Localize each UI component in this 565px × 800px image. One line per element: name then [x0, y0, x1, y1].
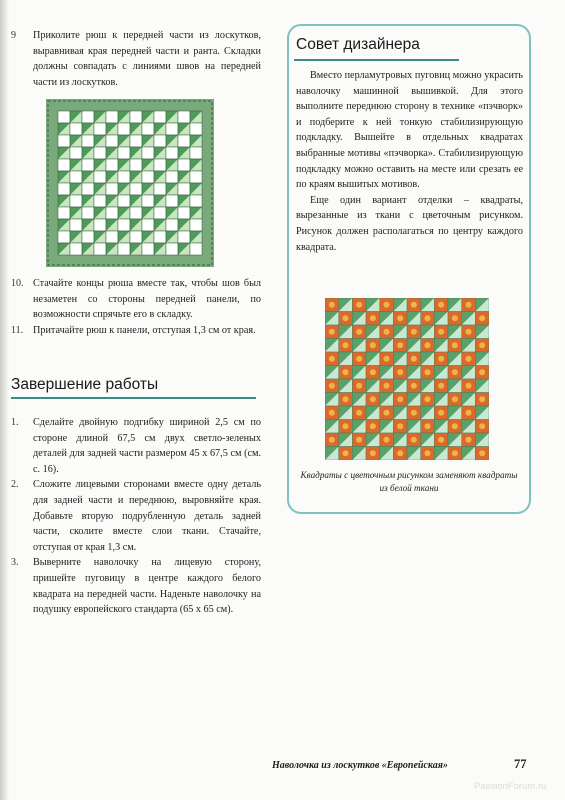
page-spine-shadow	[0, 0, 9, 800]
tip-paragraph-2: Еще один вариант отделки – квадраты, вырезанные из ткани с цветочным рисунком. Рисунок должен располагаться по центру каждого квадрата.	[296, 194, 523, 253]
white-square	[178, 111, 190, 123]
white-square	[94, 147, 106, 159]
flower-motif	[452, 396, 458, 402]
flower-motif	[465, 383, 471, 389]
step-number: 3.	[11, 557, 19, 569]
flower-motif	[370, 450, 376, 456]
flower-motif	[356, 437, 362, 443]
flower-motif	[465, 356, 471, 362]
tip-title-underline	[294, 59, 459, 61]
flower-motif	[411, 383, 417, 389]
white-square	[130, 111, 142, 123]
white-square	[58, 183, 70, 195]
white-square	[82, 135, 94, 147]
flower-motif	[329, 356, 335, 362]
white-square	[190, 147, 202, 159]
flower-motif	[465, 329, 471, 335]
flower-motif	[452, 315, 458, 321]
step-text: Сложите лицевыми сторонами вместе одну деталь для задней части и переднюю, выровняйте края. Добавьте вторую подрубленную деталь задней части, сколите вместе слои ткани. Стачайте, отступая от края 1,3 см.	[33, 479, 261, 553]
white-square	[82, 231, 94, 243]
white-square	[154, 207, 166, 219]
white-square	[106, 207, 118, 219]
step-number: 10.	[11, 278, 24, 289]
white-square	[142, 243, 154, 255]
designer-tip-box	[287, 24, 531, 514]
white-square	[118, 147, 130, 159]
flower-motif	[452, 369, 458, 375]
white-square	[94, 171, 106, 183]
white-square	[166, 195, 178, 207]
finishing-steps	[11, 415, 261, 618]
flower-motif	[424, 423, 430, 429]
white-square	[166, 123, 178, 135]
flower-motif	[342, 423, 348, 429]
white-square	[166, 219, 178, 231]
white-square	[142, 123, 154, 135]
flower-motif	[383, 302, 389, 308]
white-square	[130, 231, 142, 243]
tip-title: Совет дизайнера	[296, 36, 420, 53]
white-square	[178, 231, 190, 243]
white-square	[70, 219, 82, 231]
flower-motif	[342, 369, 348, 375]
flower-motif	[329, 410, 335, 416]
flower-motif	[383, 437, 389, 443]
step-text: Приколите рюш к передней части из лоскутков, выравнивая края передней части и ранта. Складки должны совпадать с линиями швов на передней части из лоскутков.	[33, 30, 261, 88]
flower-motif	[424, 315, 430, 321]
white-square	[190, 123, 202, 135]
white-square	[166, 171, 178, 183]
step-text: Сделайте двойную подгибку шириной 2,5 см по стороне длиной 67,5 см двух светло-зеленых деталей для задней части размером 45 х 67,5 см (см. с. 16).	[33, 417, 261, 475]
flower-motif	[383, 410, 389, 416]
flower-motif	[411, 329, 417, 335]
step-9	[11, 28, 261, 90]
white-square	[142, 147, 154, 159]
white-square	[130, 207, 142, 219]
white-square	[166, 147, 178, 159]
white-square	[142, 195, 154, 207]
flower-motif	[383, 383, 389, 389]
flower-motif	[397, 315, 403, 321]
flower-motif	[424, 342, 430, 348]
white-square	[70, 123, 82, 135]
white-square	[118, 123, 130, 135]
white-square	[106, 135, 118, 147]
flower-motif	[452, 342, 458, 348]
section-title: Завершение работы	[11, 376, 159, 393]
white-square	[178, 135, 190, 147]
white-square	[190, 195, 202, 207]
flower-motif	[383, 329, 389, 335]
white-square	[70, 147, 82, 159]
figure-caption: Квадраты с цветочным рисунком заменяют квадраты из белой ткани	[300, 470, 518, 493]
section-underline	[11, 397, 256, 399]
white-square	[70, 171, 82, 183]
finishing-step-3	[11, 555, 261, 617]
white-square	[58, 207, 70, 219]
tip-paragraph-1: Вместо перламутровых пуговиц можно украсить наволочку машинной вышивкой. Для этого выполните переднюю сторону в технике «пэчворк» и подберите к ней тонкую стабилизирующую подкладку. Вышейте в отдельных квадратах выбранные мотивы «пэчворка». Стабилизирующую подкладку можно оставить на месте или срезать ее по краям вышитых мотивов.	[296, 70, 523, 191]
flower-motif	[397, 450, 403, 456]
white-square	[154, 159, 166, 171]
flower-motif	[397, 423, 403, 429]
flower-motif	[370, 342, 376, 348]
white-square	[82, 183, 94, 195]
white-square	[166, 243, 178, 255]
white-square	[142, 219, 154, 231]
flower-motif	[479, 315, 485, 321]
white-square	[82, 111, 94, 123]
white-square	[94, 123, 106, 135]
flower-motif	[356, 410, 362, 416]
page-number: 77	[514, 757, 527, 771]
step-text: Стачайте концы рюша вместе так, чтобы шов был незаметен со стороны передней панели, по возможности спрячьте его в складку.	[33, 278, 261, 321]
step-text: Притачайте рюш к панели, отступая 1,3 см от края.	[33, 324, 256, 336]
step-11	[11, 323, 261, 339]
step-10	[11, 276, 261, 323]
white-square	[190, 219, 202, 231]
flower-motif	[370, 396, 376, 402]
white-square	[82, 159, 94, 171]
quilt-diagram-floral-variant	[325, 298, 489, 460]
white-square	[154, 231, 166, 243]
flower-motif	[479, 450, 485, 456]
step-number: 9	[11, 30, 16, 41]
white-square	[94, 243, 106, 255]
flower-motif	[438, 383, 444, 389]
step-text: Выверните наволочку на лицевую сторону, пришейте пуговицу в центре каждого белого квадрата на передней части. Наденьте наволочку на подушку европейского стандарта (65 х 65 см).	[33, 557, 261, 616]
flower-motif	[329, 302, 335, 308]
running-title: Наволочка из лоскутков «Европейская»	[272, 760, 448, 771]
white-square	[118, 243, 130, 255]
flower-motif	[411, 410, 417, 416]
white-square	[106, 231, 118, 243]
flower-motif	[438, 410, 444, 416]
flower-motif	[356, 356, 362, 362]
flower-motif	[342, 450, 348, 456]
steps-top-continued	[11, 276, 261, 338]
white-square	[70, 195, 82, 207]
flower-motif	[438, 329, 444, 335]
flower-motif	[356, 329, 362, 335]
flower-motif	[342, 396, 348, 402]
white-square	[118, 171, 130, 183]
flower-motif	[411, 356, 417, 362]
flower-motif	[370, 315, 376, 321]
white-square	[154, 183, 166, 195]
white-square	[94, 219, 106, 231]
white-square	[190, 171, 202, 183]
flower-motif	[479, 396, 485, 402]
tip-body	[296, 68, 523, 255]
flower-motif	[465, 437, 471, 443]
white-square	[118, 195, 130, 207]
white-square	[190, 243, 202, 255]
white-square	[118, 219, 130, 231]
flower-motif	[424, 450, 430, 456]
flower-motif	[356, 383, 362, 389]
white-square	[94, 195, 106, 207]
white-square	[82, 207, 94, 219]
finishing-step-2	[11, 477, 261, 555]
white-square	[142, 171, 154, 183]
flower-motif	[397, 342, 403, 348]
flower-motif	[424, 396, 430, 402]
flower-motif	[479, 423, 485, 429]
flower-motif	[411, 302, 417, 308]
flower-motif	[329, 383, 335, 389]
flower-motif	[479, 369, 485, 375]
flower-motif	[383, 356, 389, 362]
flower-motif	[370, 369, 376, 375]
flower-motif	[411, 437, 417, 443]
flower-motif	[438, 302, 444, 308]
white-square	[178, 159, 190, 171]
step-number: 2.	[11, 479, 19, 491]
watermark: PassionForum.ru	[474, 781, 547, 792]
white-square	[154, 111, 166, 123]
flower-motif	[452, 423, 458, 429]
white-square	[154, 135, 166, 147]
flower-motif	[329, 329, 335, 335]
white-square	[106, 111, 118, 123]
white-square	[130, 135, 142, 147]
flower-motif	[356, 302, 362, 308]
white-square	[178, 207, 190, 219]
flower-motif	[465, 302, 471, 308]
white-square	[70, 243, 82, 255]
flower-motif	[397, 396, 403, 402]
white-square	[58, 231, 70, 243]
flower-motif	[397, 369, 403, 375]
flower-motif	[465, 410, 471, 416]
white-square	[58, 111, 70, 123]
white-square	[178, 183, 190, 195]
flower-motif	[342, 342, 348, 348]
flower-motif	[329, 437, 335, 443]
finishing-step-1	[11, 415, 261, 477]
step-number: 11.	[11, 324, 24, 336]
white-square	[130, 159, 142, 171]
flower-motif	[452, 450, 458, 456]
steps-top	[11, 28, 261, 90]
white-square	[130, 183, 142, 195]
white-square	[106, 159, 118, 171]
white-square	[58, 135, 70, 147]
quilt-diagram-front-panel	[46, 99, 214, 267]
flower-motif	[342, 315, 348, 321]
flower-motif	[438, 356, 444, 362]
flower-motif	[438, 437, 444, 443]
white-square	[58, 159, 70, 171]
white-square	[106, 183, 118, 195]
flower-motif	[479, 342, 485, 348]
flower-motif	[370, 423, 376, 429]
flower-motif	[424, 369, 430, 375]
step-number: 1.	[11, 417, 19, 428]
